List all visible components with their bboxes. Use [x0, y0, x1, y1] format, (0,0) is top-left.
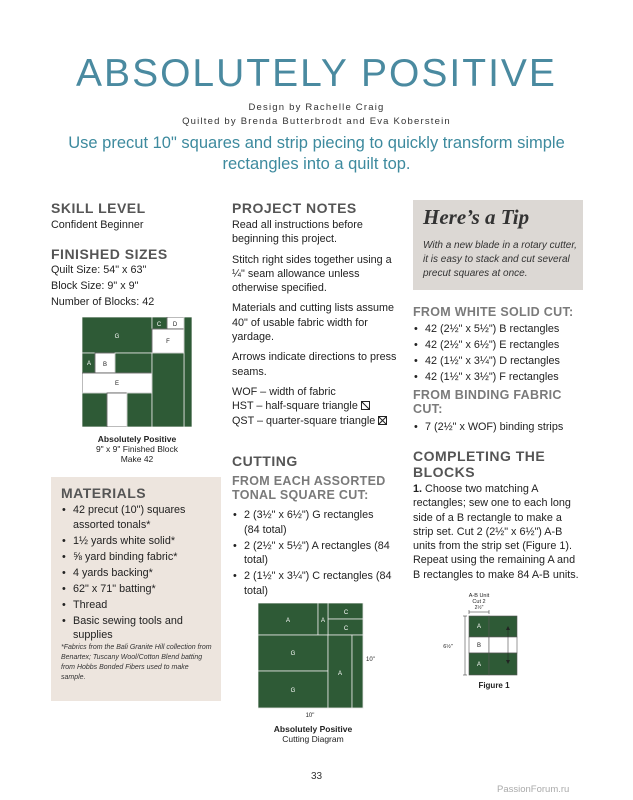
fig1-unit-label1: A-B Unit	[468, 593, 490, 599]
fig1-caption: Figure 1	[478, 681, 510, 690]
white-cut-item: • 42 (1½" x 3½") F rectangles	[413, 370, 588, 385]
note-paragraph: Stitch right sides together using a ¼" seam allowance unless otherwise specified.	[232, 253, 392, 295]
project-notes-heading: PROJECT NOTES	[232, 200, 357, 216]
note-hst: HST – half-square triangle	[232, 400, 358, 413]
step-number: 1.	[413, 483, 423, 495]
finished-block: Block Size: 9" x 9"	[51, 280, 139, 292]
white-cut-heading: FROM WHITE SOLID CUT:	[413, 305, 574, 319]
finished-heading: FINISHED SIZES	[51, 246, 168, 262]
fig1-label-a1: A	[476, 624, 482, 630]
cut-label-c1: C	[343, 610, 349, 616]
label-e: E	[114, 381, 120, 387]
materials-box	[51, 477, 221, 701]
white-cut-list	[413, 322, 588, 386]
completing-heading: COMPLETING THE BLOCKS	[413, 448, 546, 480]
page-title: ABSOLUTELY POSITIVE	[76, 52, 557, 95]
finished-count: Number of Blocks: 42	[51, 296, 155, 308]
materials-item: • 62" x 71" batting*	[61, 582, 211, 597]
white-cut-item: • 42 (2½" x 6½") E rectangles	[413, 338, 588, 353]
step-text: Choose two matching A rectangles; sew one to each long side of a B rectangle to make a strip set. Cut 2 (2½" x 6½") A-B units from the strip set (Figure 1). Repeat using the remaining A and B rectangles to make 84 A-B units.	[413, 483, 579, 581]
label-d: D	[172, 322, 178, 328]
cutting-heading: CUTTING	[232, 453, 298, 469]
label-g: G	[114, 334, 120, 340]
fig1-dim-left: 6½"	[443, 644, 453, 650]
design-byline: Design by Rachelle Craig	[248, 102, 385, 113]
cutting-item: • 2 (1½" x 3¼") C rectangles (84 total)	[232, 569, 392, 598]
materials-item: • 4 yards backing*	[61, 566, 211, 581]
cut-label-a1: A	[285, 618, 291, 624]
materials-item: • 42 precut (10") squares assorted tonals*	[61, 503, 211, 532]
materials-heading: MATERIALS	[61, 485, 147, 501]
tip-box	[413, 200, 583, 290]
note-paragraph: Arrows indicate directions to press seams.	[232, 351, 397, 378]
materials-footnote: *Fabrics from the Bali Granite Hill collection from Benartex; Tuscany Wool/Cotton Blend batting from Hobbs Bonded Fibers used to make sample.	[61, 644, 212, 681]
figure-1	[432, 590, 552, 690]
quilted-byline: Quilted by Brenda Butterbrodt and Eva Koberstein	[182, 116, 451, 127]
note-paragraph: Materials and cutting lists assume 40" of usable fabric width for yardage.	[232, 302, 395, 344]
hst-icon	[361, 401, 370, 410]
cut-label-g2: G	[290, 688, 296, 694]
cutting-item: • 2 (3½" x 6½") G rectangles (84 total)	[232, 508, 392, 537]
project-notes	[232, 218, 402, 428]
materials-item: • 1½ yards white solid*	[61, 534, 211, 549]
finished-quilt: Quilt Size: 54" x 63"	[51, 264, 147, 276]
block-diagram	[82, 317, 192, 427]
materials-list	[61, 503, 211, 644]
cut-dim-bottom: 10"	[305, 713, 315, 719]
cut-label-g1: G	[290, 651, 296, 657]
watermark: PassionForum.ru	[497, 784, 570, 795]
fig1-unit-label3: 2½"	[474, 605, 484, 611]
note-qst: QST – quarter-square triangle	[232, 414, 376, 427]
note-paragraph: Read all instructions before beginning this project.	[232, 219, 363, 246]
subtitle: Use precut 10" squares and strip piecing to quickly transform simple rectangles into a quilt top.	[68, 134, 565, 173]
fig1-unit-label2: Cut 2	[472, 599, 486, 605]
fig1-label-b: B	[476, 643, 482, 649]
label-a: A	[86, 361, 92, 367]
label-c: C	[156, 322, 162, 328]
note-hst-row	[232, 399, 402, 413]
skill-value: Confident Beginner	[51, 219, 144, 231]
tip-body: With a new blade in a rotary cutter, it is easy to stack and cut several precut squares at once.	[423, 240, 577, 279]
block-caption-title: Absolutely Positive	[97, 434, 177, 444]
cutting-diagram	[258, 603, 383, 720]
cutting-caption-line: Cutting Diagram	[282, 734, 344, 744]
cut-dim-right: 10"	[366, 657, 375, 663]
cut-label-a2: A	[320, 618, 326, 624]
skill-heading: SKILL LEVEL	[51, 200, 146, 216]
block-caption-line1: 9" x 9" Finished Block	[95, 444, 179, 454]
materials-item: • ⅝ yard binding fabric*	[61, 550, 211, 565]
materials-item: • Thread	[61, 598, 211, 613]
binding-cut-item: • 7 (2½" x WOF) binding strips	[413, 420, 588, 435]
note-qst-row	[232, 414, 402, 428]
binding-cut-list	[413, 420, 588, 436]
label-b: B	[102, 362, 108, 368]
cutting-caption-title: Absolutely Positive	[273, 724, 353, 734]
fig1-label-a2: A	[476, 662, 482, 668]
page-number: 33	[310, 771, 323, 782]
cutting-sub1: FROM EACH ASSORTED TONAL SQUARE CUT:	[232, 474, 386, 502]
materials-item: • Basic sewing tools and supplies	[61, 614, 211, 643]
block-caption-line2: Make 42	[120, 454, 154, 464]
cut-label-a3: A	[337, 671, 343, 677]
white-cut-item: • 42 (1½" x 3¼") D rectangles	[413, 354, 588, 369]
qst-icon	[378, 416, 387, 425]
completing-step-1	[413, 482, 585, 582]
binding-cut-heading: FROM BINDING FABRIC CUT:	[413, 388, 562, 416]
cut-label-c2: C	[343, 626, 349, 632]
label-f: F	[166, 339, 170, 345]
note-wof: WOF – width of fabric	[232, 385, 336, 398]
cutting-list	[232, 508, 392, 600]
cutting-item: • 2 (2½" x 5½") A rectangles (84 total)	[232, 539, 392, 568]
tip-title: Here’s a Tip	[423, 205, 530, 229]
white-cut-item: • 42 (2½" x 5½") B rectangles	[413, 322, 588, 337]
